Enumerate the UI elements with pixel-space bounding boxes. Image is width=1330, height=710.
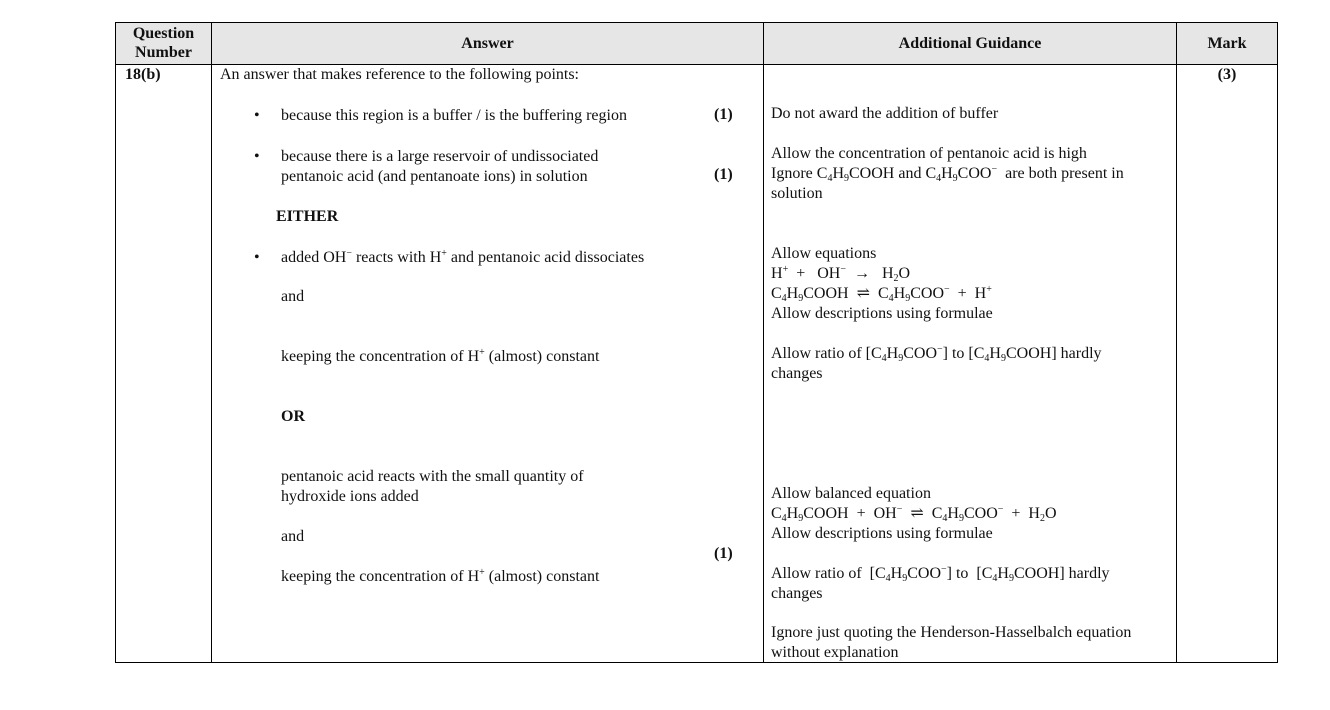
question-number: 18(b) xyxy=(125,66,161,83)
guidance-7-line-2: without explanation xyxy=(771,644,899,661)
guidance-6-line-2: changes xyxy=(771,585,823,602)
point-1-mark: (1) xyxy=(714,106,733,123)
header-mark: Mark xyxy=(1207,35,1247,52)
point-3-mark: (1) xyxy=(714,545,733,562)
column-divider xyxy=(763,23,764,662)
answer-point-3-line-2: keeping the concentration of H+ (almost) constant xyxy=(281,347,600,365)
guidance-2-line-2: Ignore $C_4H_9COOH$ and $C_4H_9COO^-$ are both present in xyxy=(771,164,1124,184)
or-heading: OR xyxy=(281,408,305,425)
guidance-4-line-1: Allow ratio of $[C_4H_9COO^-]$ to $[C_4H_9COOH]$ hardly xyxy=(771,344,1102,364)
answer-point-2-line-1: because there is a large reservoir of undissociated xyxy=(281,148,599,165)
bullet-icon: • xyxy=(254,148,260,165)
guidance-3-line-1: Allow equations xyxy=(771,245,877,262)
bullet-icon: • xyxy=(254,107,260,124)
guidance-1: Do not award the addition of buffer xyxy=(771,105,999,122)
total-mark: (3) xyxy=(1217,66,1237,83)
guidance-4-line-2: changes xyxy=(771,365,823,382)
point-2-mark: (1) xyxy=(714,166,733,183)
either-heading: EITHER xyxy=(276,208,339,225)
guidance-2-line-1: Allow the concentration of pentanoic acid is high xyxy=(771,145,1087,162)
answer-point-3-line-1: added OH− reacts with H+ and pentanoic acid dissociates xyxy=(281,248,645,266)
guidance-5-line-3: Allow descriptions using formulae xyxy=(771,525,993,542)
guidance-3-line-4: Allow descriptions using formulae xyxy=(771,305,993,322)
answer-alt-and: and xyxy=(281,528,305,545)
mark-scheme-table xyxy=(115,22,1278,663)
equation-acid-dissociation: $C_4H_9COOH$ ⇌ $C_4H_9COO^- + H^+$ xyxy=(771,284,992,304)
answer-point-1: because this region is a buffer / is the buffering region xyxy=(281,107,627,124)
guidance-6-line-1: Allow ratio of $[C_4H_9COO^-]$ to $[C_4H_9COOH]$ hardly xyxy=(771,564,1110,584)
column-divider xyxy=(211,23,212,662)
guidance-5-line-1: Allow balanced equation xyxy=(771,485,931,502)
answer-alt-line-3: keeping the concentration of H+ (almost) constant xyxy=(281,567,600,585)
guidance-7-line-1: Ignore just quoting the Henderson-Hasselbalch equation xyxy=(771,624,1132,641)
bullet-icon: • xyxy=(254,249,260,266)
answer-intro: An answer that makes reference to the following points: xyxy=(220,66,579,83)
column-divider xyxy=(1176,23,1177,662)
equation-water-formation: $H^+ + OH^- \to H_2O$ xyxy=(771,264,911,284)
answer-point-3-and: and xyxy=(281,288,305,305)
header-answer: Answer xyxy=(461,35,514,52)
answer-alt-line-1: pentanoic acid reacts with the small quantity of xyxy=(281,468,584,485)
header-question-number: Question Number xyxy=(132,25,195,61)
answer-point-2-line-2: pentanoic acid (and pentanoate ions) in solution xyxy=(281,168,588,185)
guidance-2-line-3: solution xyxy=(771,185,823,202)
header-additional-guidance: Additional Guidance xyxy=(898,35,1042,52)
answer-alt-line-2: hydroxide ions added xyxy=(281,488,419,505)
equation-balanced: $C_4H_9COOH + OH^-$ ⇌ $C_4H_9COO^- + H_2O$ xyxy=(771,504,1057,524)
